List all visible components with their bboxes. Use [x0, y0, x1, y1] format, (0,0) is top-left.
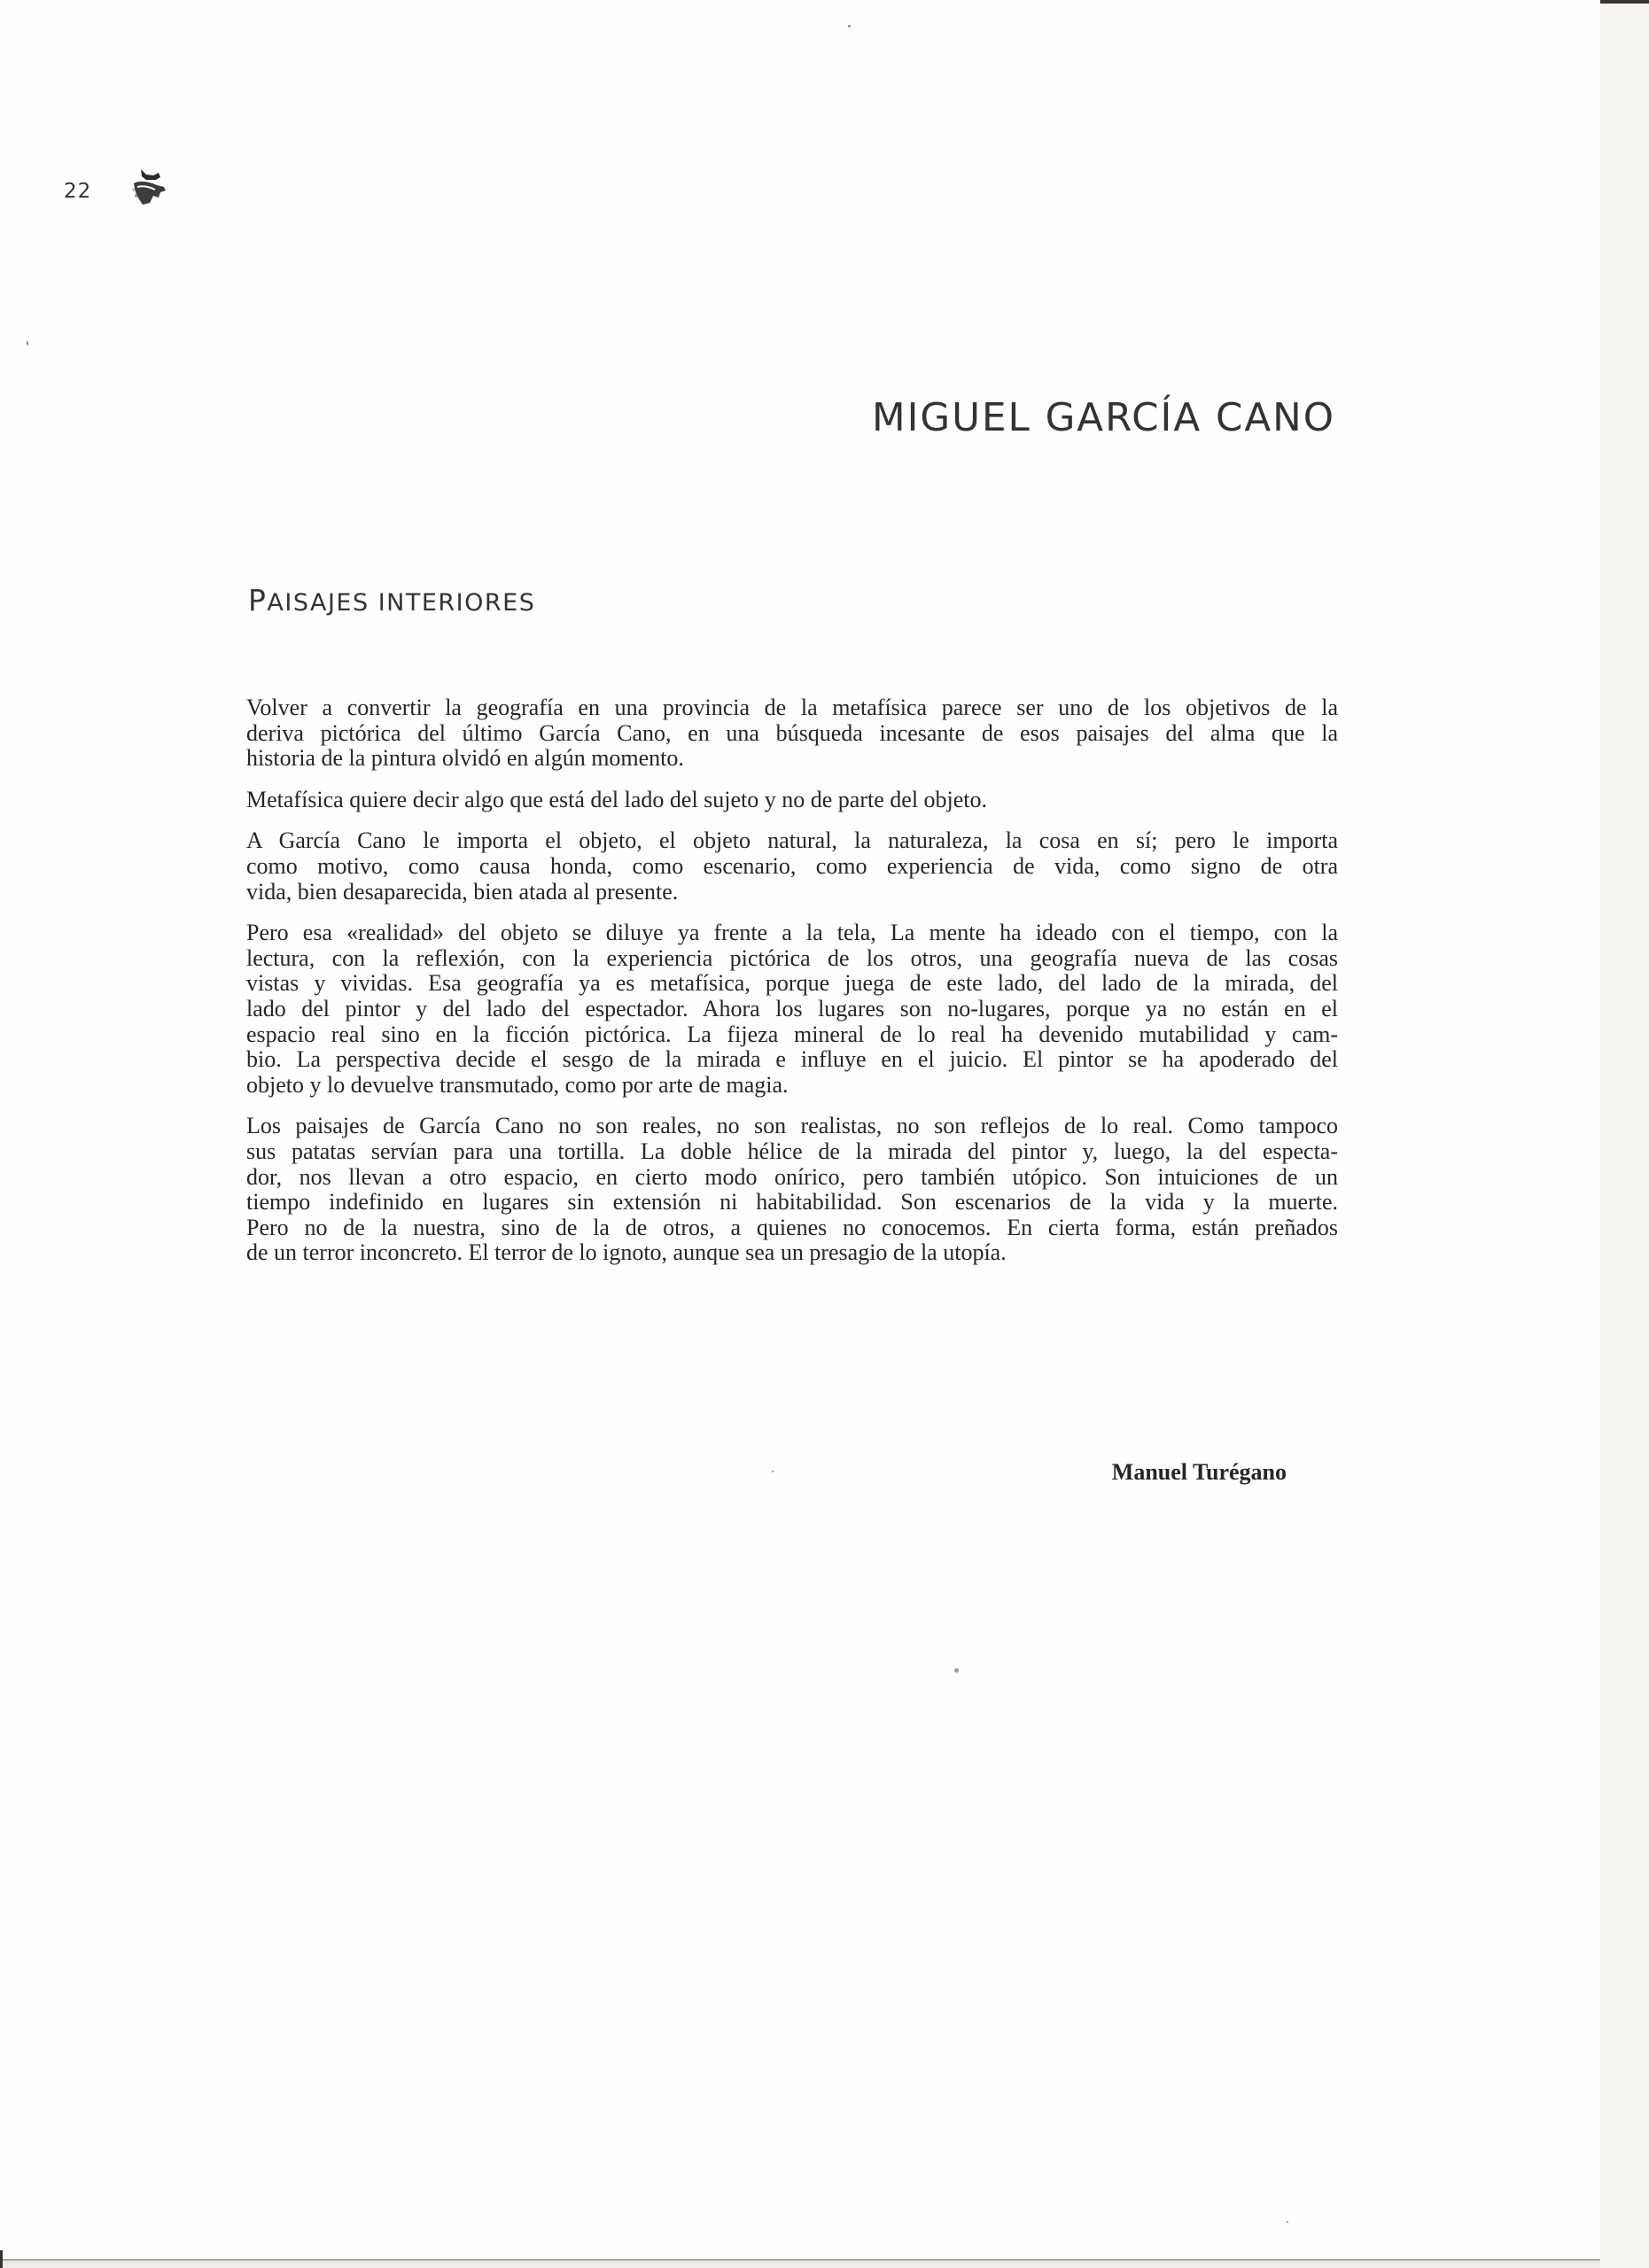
text-line: deriva pictórica del último García Cano, en una búsqueda incesante de esos paisajes del alma que la [246, 719, 1338, 746]
author-title: MIGUEL GARCÍA CANO [872, 395, 1335, 440]
essay-body [246, 695, 1338, 1282]
text-line: vida, bien desaparecida, bien atada al presente. [246, 878, 679, 905]
text-line: Metafísica quiere decir algo que está del lado del sujeto y no de parte del objeto. [246, 786, 988, 812]
scan-speck [772, 1471, 774, 1472]
text-line: vistas y vividas. Esa geografía ya es metafísica, porque juega de este lado, del lado de la mirada, del [246, 970, 1338, 997]
scan-speck [954, 1668, 959, 1673]
scan-speck [1287, 2221, 1288, 2223]
text-line: bio. La perspectiva decide el sesgo de la mirada e influye en el juicio. El pintor se ha apoderado del [246, 1046, 1338, 1073]
section-title-initial: P [248, 583, 268, 617]
text-line: sus patatas servían para una tortilla. La doble hélice de la mirada del pintor y, luego, la del especta- [246, 1138, 1338, 1164]
text-line: como motivo, como causa honda, como escenario, como experiencia de vida, como signo de otra [246, 852, 1338, 879]
scan-right-margin [1600, 0, 1649, 2268]
bird-emblem-icon [127, 166, 171, 210]
text-line: tiempo indefinido en lugares sin extensión ni habitabilidad. Son escenarios de la vida y la muerte. [246, 1189, 1338, 1216]
text-line: espacio real sino en la ficción pictórica. La fijeza mineral de lo real ha devenido mutabilidad y cam- [246, 1021, 1338, 1047]
text-line: historia de la pintura olvidó en algún momento. [246, 745, 684, 772]
scan-speck [27, 341, 28, 346]
paragraph [246, 788, 1338, 813]
text-line: lado del pintor y del lado del espectador. Ahora los lugares son no-lugares, porque ya no están en el [246, 995, 1338, 1021]
text-line: Volver a convertir la geografía en una provincia de la metafísica parece ser uno de los objetivos de la [246, 695, 1338, 720]
text-line: Pero esa «realidad» del objeto se diluye ya frente a la tela, La mente ha ideado con el tiempo, con la [246, 920, 1338, 946]
text-line: lectura, con la reflexión, con la experiencia pictórica de los otros, una geografía nueva de las cosas [246, 944, 1338, 971]
paragraph [246, 1114, 1338, 1266]
scan-bottom-edge [0, 2259, 1600, 2268]
page-number: 22 [64, 180, 92, 203]
scan-left-edge [0, 2250, 3, 2268]
scan-speck [848, 25, 851, 27]
paragraph [246, 828, 1338, 905]
text-line: Pero no de la nuestra, sino de la de otros, a quienes no conocemos. En cierta forma, están preñados [246, 1214, 1338, 1240]
section-title [248, 583, 535, 617]
paragraph [246, 695, 1338, 772]
text-line: de un terror inconcreto. El terror de lo ignoto, aunque sea un presagio de la utopía. [246, 1239, 1007, 1266]
text-line: dor, nos llevan a otro espacio, en cierto modo onírico, pero también utópico. Son intuiciones de un [246, 1163, 1338, 1190]
author-signature: Manuel Turégano [1111, 1459, 1287, 1485]
paragraph [246, 920, 1338, 1098]
section-title-rest: AISAJES INTERIORES [267, 589, 536, 617]
scan-top-edge [1600, 0, 1649, 4]
text-line: A García Cano le importa el objeto, el objeto natural, la naturaleza, la cosa en sí; pero le importa [246, 827, 1338, 854]
text-line: Los paisajes de García Cano no son reales, no son realistas, no son reflejos de lo real. Como tampoco [246, 1113, 1338, 1139]
text-line: objeto y lo devuelve transmutado, como por arte de magia. [246, 1071, 789, 1098]
